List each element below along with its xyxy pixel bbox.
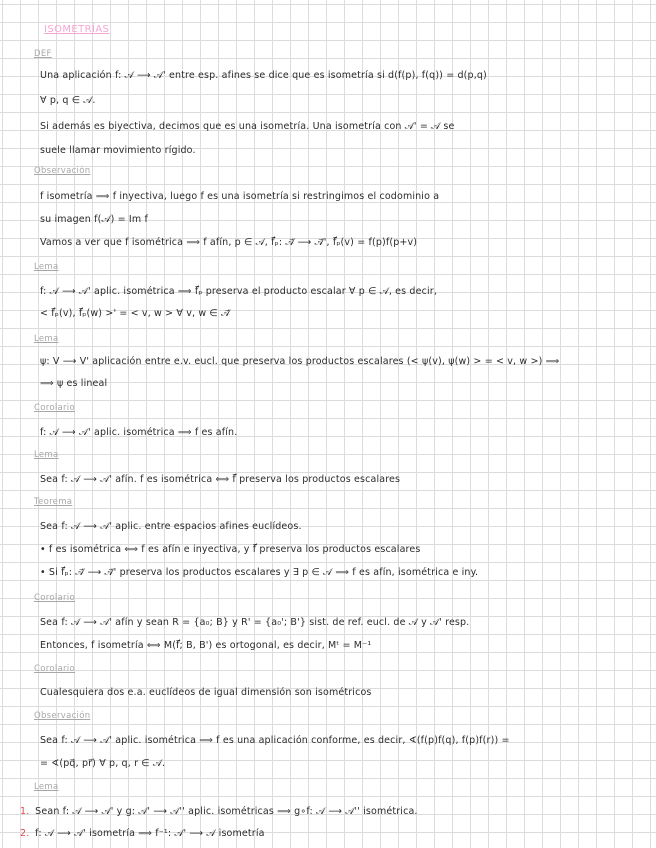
text-line: Entonces, f isometría ⟺ M(f⃗; B, B') es ortogonal, es decir, Mᵗ = M⁻¹	[40, 640, 372, 651]
section-label-corolario: Corolario	[34, 403, 75, 413]
text-line: Cualesquiera dos e.a. euclídeos de igual dimensión son isométricos	[40, 687, 372, 698]
section-label-lema: Lema	[34, 782, 59, 792]
section-label-observacion: Observación	[34, 711, 91, 721]
list-number: 2.	[20, 828, 30, 839]
text-line: Sea f: 𝒜 ⟶ 𝒜' afín. f es isométrica ⟺ f⃗ preserva los productos escalares	[40, 474, 401, 485]
section-label-lema: Lema	[34, 262, 59, 272]
text-line: su imagen f(𝒜) = Im f	[40, 214, 148, 225]
text-line: ∀ p, q ∈ 𝒜.	[40, 95, 96, 106]
list-number: 1.	[20, 806, 30, 817]
section-label-teorema: Teorema	[34, 497, 73, 507]
section-label-lema: Lema	[34, 334, 59, 344]
text-line: Si además es biyectiva, decimos que es una isometría. Una isometría con 𝒜' = 𝒜 se	[40, 121, 455, 132]
section-label-corolario: Corolario	[34, 664, 75, 674]
section-label-corolario: Corolario	[34, 593, 75, 603]
text-line: • f es isométrica ⟺ f es afín e inyectiva, y f⃗ preserva los productos escalares	[40, 544, 421, 555]
text-line: f isometría ⟹ f inyectiva, luego f es una isometría si restringimos el codominio a	[40, 191, 440, 202]
text-line: ψ: V ⟶ V' aplicación entre e.v. eucl. que preserva los productos escalares (< ψ(v), ψ(w) > = < v, w >) ⟹	[40, 356, 560, 367]
section-label-lema: Lema	[34, 450, 59, 460]
text-line: Sea f: 𝒜 ⟶ 𝒜' afín y sean R = {a₀; B} y R' = {a₀'; B'} sist. de ref. eucl. de 𝒜 y 𝒜' resp.	[40, 617, 470, 628]
page-title: ISOMETRÍAS	[44, 24, 110, 35]
text-line: 1. Sean f: 𝒜 ⟶ 𝒜' y g: 𝒜' ⟶ 𝒜'' aplic. isométricas ⟹ g∘f: 𝒜 ⟶ 𝒜'' isométrica.	[20, 806, 418, 817]
section-label-observacion: Observación	[34, 166, 91, 176]
text-line: Vamos a ver que f isométrica ⟹ f afín, p ∈ 𝒜, f⃗ₚ: 𝒜⃗ ⟶ 𝒜⃗', f⃗ₚ(v) = f(p)f(p+v)	[40, 237, 418, 248]
text-line: • Si f⃗ₚ: 𝒜⃗ ⟶ 𝒜⃗' preserva los productos escalares y ∃ p ∈ 𝒜 ⟹ f es afín, isométrica e iny.	[40, 567, 479, 578]
text-line: f: 𝒜 ⟶ 𝒜' aplic. isométrica ⟹ f es afín.	[40, 427, 238, 438]
text-line: 2. f: 𝒜 ⟶ 𝒜' isometría ⟹ f⁻¹: 𝒜' ⟶ 𝒜 isometría	[20, 828, 265, 839]
text-line: = ∢(pq⃗, pr⃗) ∀ p, q, r ∈ 𝒜.	[40, 758, 166, 769]
text-line: Una aplicación f: 𝒜 ⟶ 𝒜' entre esp. afines se dice que es isometría si d(f(p), f(q)) = d(p,q)	[40, 70, 487, 81]
text-line: ⟹ ψ es lineal	[40, 378, 108, 389]
text-line: f: 𝒜 ⟶ 𝒜' aplic. isométrica ⟹ f⃗ₚ preserva el producto escalar ∀ p ∈ 𝒜, es decir,	[40, 286, 437, 297]
text-line: Sea f: 𝒜 ⟶ 𝒜' aplic. isométrica ⟹ f es una aplicación conforme, es decir, ∢(f(p)f(q), f(p)f(r)) =	[40, 735, 510, 746]
text-line: Sea f: 𝒜 ⟶ 𝒜' aplic. entre espacios afines euclídeos.	[40, 521, 302, 532]
text-line: suele llamar movimiento rígido.	[40, 145, 196, 156]
text-line: < f⃗ₚ(v), f⃗ₚ(w) >' = < v, w > ∀ v, w ∈ 𝒜⃗	[40, 308, 231, 319]
section-label-def: DEF	[34, 49, 52, 59]
